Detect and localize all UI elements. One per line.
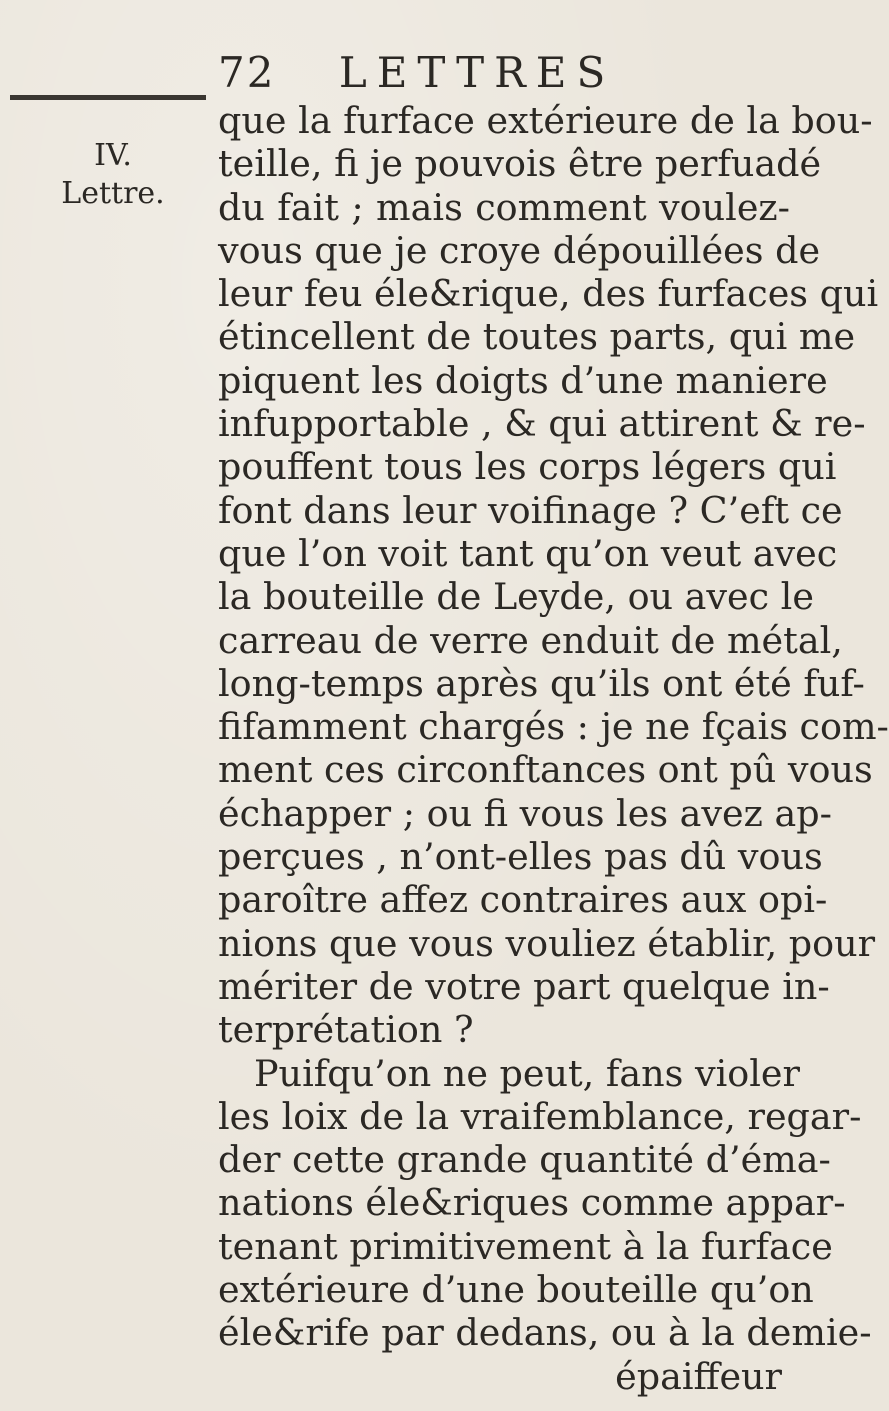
text-line: nions que vous vouliez établir, pour: [218, 921, 876, 965]
text-line: vous que je croye dépouillées de: [218, 228, 821, 272]
text-line: pouffent tous les corps légers qui: [218, 445, 837, 489]
text-line: mériter de votre part quelque in-: [218, 964, 830, 1008]
text-line: piquent les doigts d’une maniere: [218, 358, 828, 402]
page-number: 72: [218, 48, 276, 97]
text-line: les loix de la vraifemblance, regar-: [218, 1094, 862, 1138]
running-title: LETTRES: [338, 48, 616, 97]
text-line: carreau de verre enduit de métal,: [218, 618, 843, 662]
text-line: terprétation ?: [218, 1008, 474, 1052]
letter-number: IV.: [94, 138, 132, 173]
text-line: la bouteille de Leyde, ou avec le: [218, 575, 814, 619]
text-line: leur feu éle&rique, des furfaces qui: [218, 272, 879, 316]
text-line: nations éle&riques comme appar-: [218, 1181, 846, 1225]
text-line: échapper ; ou fi vous les avez ap-: [218, 791, 832, 835]
catchword: épaiffeur: [615, 1354, 782, 1398]
text-line: perçues , n’ont-elles pas dû vous: [218, 835, 823, 879]
text-line: fifamment chargés : je ne fçais com-: [218, 705, 889, 749]
margin-note: [48, 137, 178, 213]
text-line: infupportable , & qui attirent & re-: [218, 402, 866, 446]
letter-label: Lettre.: [61, 176, 165, 211]
text-line: Puifqu’on ne peut, fans violer: [254, 1051, 800, 1095]
text-line: teille, fi je pouvois être perfuadé: [218, 142, 822, 186]
text-line: long-temps après qu’ils ont été fuf-: [218, 661, 865, 705]
text-line: étincellent de toutes parts, qui me: [218, 315, 856, 359]
body-text: [218, 99, 889, 1398]
text-line: du fait ; mais comment voulez-: [218, 185, 790, 229]
running-header: [218, 48, 616, 97]
text-line: ment ces circonftances ont pû vous: [218, 748, 873, 792]
text-line: paroître affez contraires aux opi-: [218, 878, 828, 922]
text-line: der cette grande quantité d’éma-: [218, 1138, 831, 1182]
text-line: que l’on voit tant qu’on veut avec: [218, 531, 838, 575]
text-line: éle&rife par dedans, ou à la demie-: [218, 1311, 872, 1355]
text-line: tenant primitivement à la furface: [218, 1224, 833, 1268]
text-line: que la furface extérieure de la bou-: [218, 99, 873, 142]
text-line: extérieure d’une bouteille qu’on: [218, 1268, 814, 1312]
text-line: font dans leur voifinage ? C’eft ce: [218, 488, 843, 532]
margin-rule: [10, 95, 206, 100]
